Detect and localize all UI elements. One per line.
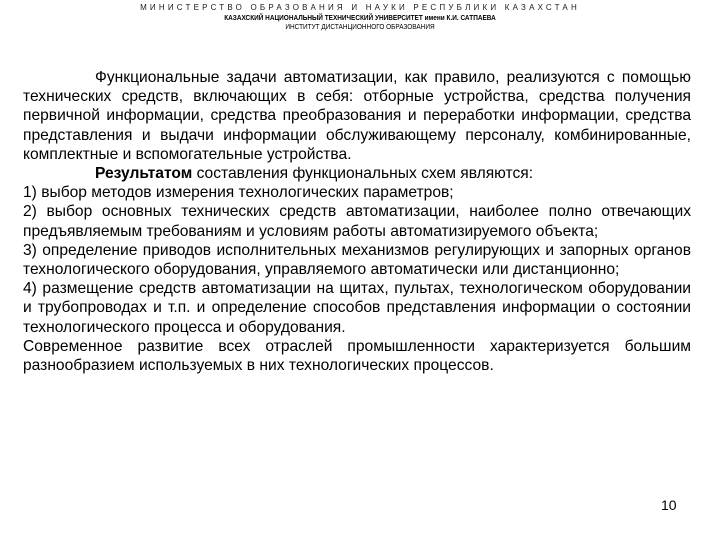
ministry-title: МИНИСТЕРСТВО ОБРАЗОВАНИЯ И НАУКИ РЕСПУБЛИКИ КАЗАХСТАН xyxy=(140,3,580,12)
result-paragraph xyxy=(23,164,691,183)
page-number: 10 xyxy=(661,497,677,513)
list-item-3: 3) определение приводов исполнительных механизмов регулирующих и запорных органов технологического оборудования, управляемого автоматически или дистанционно; xyxy=(23,241,691,279)
result-heading-rest: составления функциональных схем являются: xyxy=(192,165,534,183)
document-header xyxy=(0,2,720,32)
institute-title: ИНСТИТУТ ДИСТАНЦИОННОГО ОБРАЗОВАНИЯ xyxy=(285,24,435,31)
list-item-2: 2) выбор основных технических средств автоматизации, наиболее полно отвечающих предъявляемым требованиям и условиям работы автоматизируемого объекта; xyxy=(23,203,691,240)
main-text xyxy=(23,68,691,375)
university-title: КАЗАХСКИЙ НАЦИОНАЛЬНЫЙ ТЕХНИЧЕСКИЙ УНИВЕРСИТЕТ имени К.И. САТПАЕВА xyxy=(224,15,496,22)
closing-paragraph: Современное развитие всех отраслей промышленности характеризуется большим разнообразием используемых в них технологических процессов. xyxy=(23,337,691,375)
intro-paragraph: Функциональные задачи автоматизации, как правило, реализуются с помощью технических средств, включающих в себя: отборные устройства, средства получения первичной информации, средства преобразования и переработки информации, средства представления и выдачи информации обслуживающему персоналу, комбинированные, комплектные и вспомогательные устройства. xyxy=(23,69,691,163)
list-item-4: 4) размещение средств автоматизации на щитах, пультах, технологическом оборудовании и трубопроводах и т.п. и определение способов представления информации о состоянии технологического процесса и оборудования. xyxy=(23,280,691,336)
result-heading-word: Результатом xyxy=(95,165,193,183)
list-item-1: 1) выбор методов измерения технологических параметров; xyxy=(23,184,454,202)
